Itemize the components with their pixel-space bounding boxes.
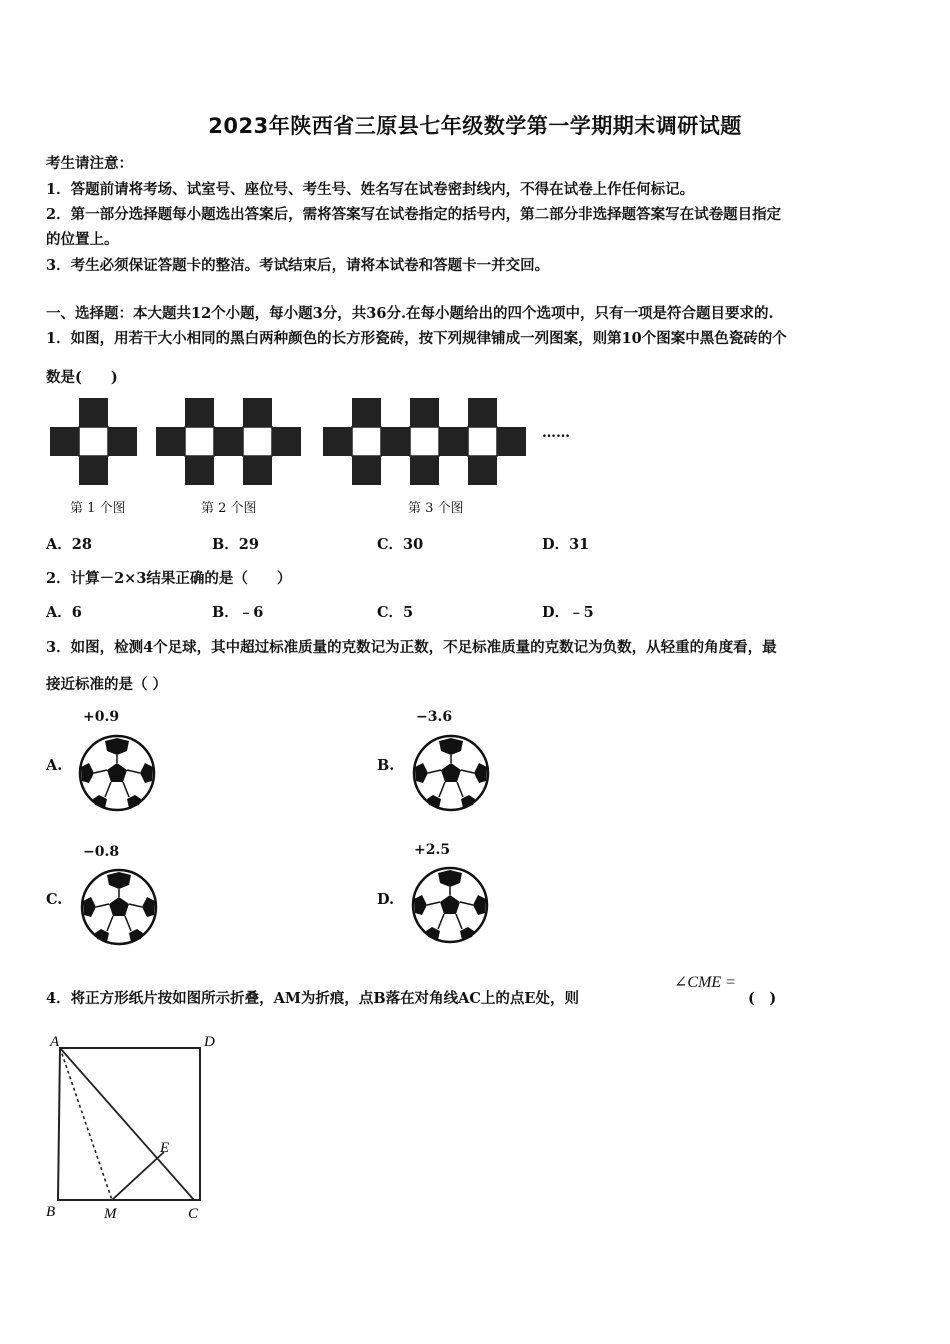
soccer-ball-icon-a[interactable]: [77, 733, 157, 813]
caption-2: 第 2 个图: [201, 501, 257, 516]
notice-item-1: 1．答题前请将考场、试室号、座位号、考生号、姓名写在试卷密封线内，不得在试卷上作任何标记。: [46, 181, 695, 198]
ball-d-value: +2.5: [414, 842, 451, 858]
page-title: 2023年陕西省三原县七年级数学第一学期期末调研试题: [208, 114, 742, 138]
q1-option-a[interactable]: A．28: [46, 536, 92, 553]
q3-option-c-label[interactable]: C.: [46, 891, 63, 908]
ball-c-value: −0.8: [83, 844, 120, 860]
soccer-ball-icon-c[interactable]: [79, 867, 159, 947]
label-c: C: [188, 1206, 199, 1222]
pattern-2: [156, 398, 301, 485]
label-a: A: [50, 1034, 60, 1050]
q3-option-a-label[interactable]: A.: [46, 757, 63, 774]
label-d: D: [204, 1034, 215, 1050]
label-m: M: [104, 1206, 117, 1222]
caption-1: 第 1 个图: [70, 501, 126, 516]
q1-option-c[interactable]: C．30: [377, 536, 424, 553]
soccer-ball-icon-b[interactable]: [411, 733, 491, 813]
label-e: E: [160, 1140, 170, 1156]
notice-item-2: 2．第一部分选择题每小题选出答案后，需将答案写在试卷指定的括号内，第二部分非选择题答案写在试卷题目指定: [46, 206, 782, 223]
pattern-ellipsis: ……: [542, 425, 570, 441]
ball-b-value: −3.6: [416, 709, 453, 725]
notice-item-3: 3．考生必须保证答题卡的整洁。考试结束后，请将本试卷和答题卡一并交回。: [46, 257, 550, 274]
q1-option-b[interactable]: B．29: [212, 536, 259, 553]
q3-stem-line2: 接近标准的是（ ）: [46, 676, 168, 693]
q4-answer-paren: ( ): [748, 990, 777, 1007]
q3-option-b-label[interactable]: B.: [377, 757, 395, 774]
q2-option-d[interactable]: D．﹣5: [542, 604, 594, 621]
q2-option-c[interactable]: C．5: [377, 604, 414, 621]
soccer-ball-icon-d[interactable]: [410, 865, 490, 945]
q1-stem-line2: 数是( ): [46, 369, 118, 386]
notice-item-2-cont: 的位置上。: [46, 231, 119, 248]
q1-option-d[interactable]: D．31: [542, 536, 590, 553]
ball-a-value: +0.9: [83, 709, 120, 725]
section-heading: 一、选择题：本大题共12个小题，每小题3分，共36分.在每小题给出的四个选项中，只有一项是符合题目要求的.: [46, 305, 774, 322]
q4-stem: 4．将正方形纸片按如图所示折叠，AM为折痕，点B落在对角线AC上的点E处，则: [46, 990, 579, 1007]
notice-heading: 考生请注意：: [46, 155, 133, 172]
q3-stem-line1: 3．如图，检测4个足球，其中超过标准质量的克数记为正数，不足标准质量的克数记为负数，从轻重的角度看，最: [46, 639, 777, 656]
caption-3: 第 3 个图: [408, 501, 464, 516]
q3-option-d-label[interactable]: D.: [377, 891, 395, 908]
q2-option-a[interactable]: A．6: [46, 604, 82, 621]
label-b: B: [46, 1204, 56, 1220]
pattern-3: [323, 398, 526, 485]
q2-stem: 2．计算－2×3结果正确的是（ ）: [46, 570, 292, 587]
q4-angle-expression: ∠CME =: [674, 974, 736, 991]
q4-square-diagram: [40, 1028, 230, 1224]
q1-stem-line1: 1．如图，用若干大小相同的黑白两种颜色的长方形瓷砖，按下列规律铺成一列图案，则第10个图案中黑色瓷砖的个: [46, 330, 787, 347]
q1-tile-patterns: [48, 396, 588, 490]
pattern-1: [50, 398, 137, 485]
q2-option-b[interactable]: B．﹣6: [212, 604, 264, 621]
